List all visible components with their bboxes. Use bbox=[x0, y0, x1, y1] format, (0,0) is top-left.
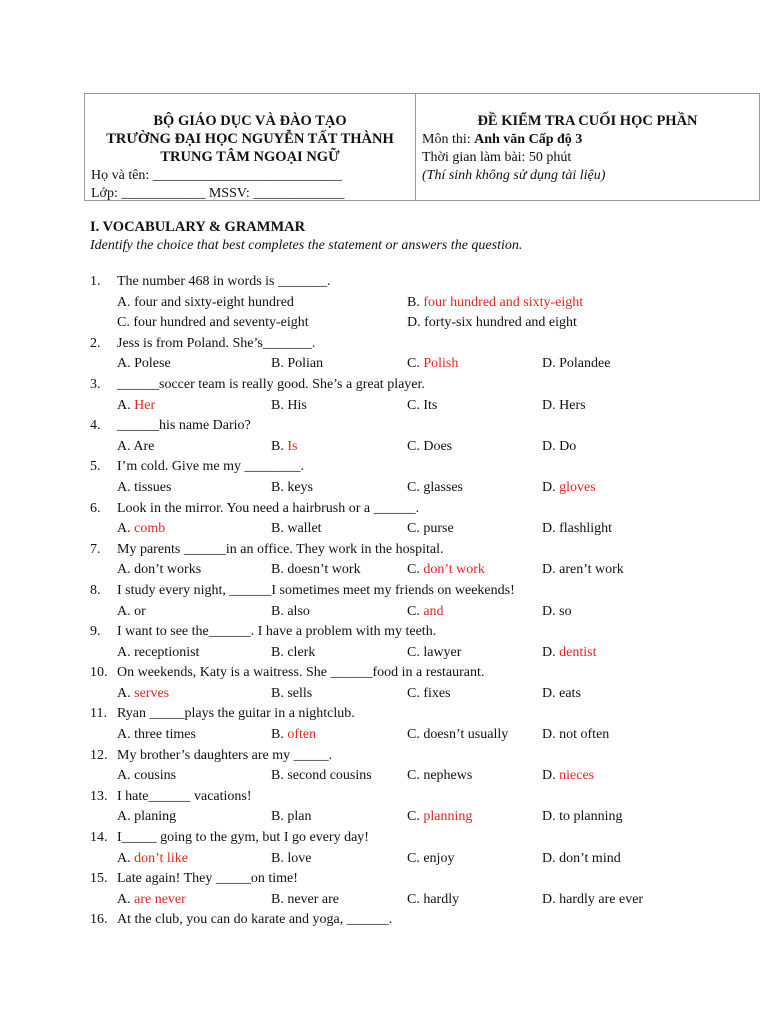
option-b bbox=[271, 519, 322, 540]
question-item bbox=[90, 622, 760, 663]
option-key: D. bbox=[542, 644, 560, 660]
option-text: receptionist bbox=[134, 644, 200, 660]
subject-value: Anh văn Cấp độ 3 bbox=[474, 132, 583, 147]
option-text: glasses bbox=[423, 479, 464, 495]
options-row bbox=[90, 643, 760, 664]
option-text: four hundred and seventy-eight bbox=[133, 315, 309, 331]
question-item bbox=[90, 787, 760, 828]
options-row bbox=[90, 293, 760, 314]
option-c bbox=[407, 396, 437, 417]
option-a bbox=[117, 437, 154, 458]
option-text: nephews bbox=[423, 768, 473, 784]
option-d bbox=[542, 766, 594, 787]
question-text: I study every night, ______I sometimes meet my friends on weekends! bbox=[117, 582, 515, 598]
option-key: C. bbox=[407, 850, 424, 866]
question-stem bbox=[90, 828, 760, 849]
option-b bbox=[271, 890, 339, 911]
question-stem bbox=[90, 910, 760, 931]
question-item bbox=[90, 828, 760, 869]
question-stem bbox=[90, 869, 760, 890]
option-b bbox=[407, 293, 583, 314]
option-key: B. bbox=[407, 294, 424, 310]
option-a bbox=[117, 354, 171, 375]
option-c bbox=[407, 519, 454, 540]
question-number: 1. bbox=[90, 274, 101, 289]
correct-answer-text: are never bbox=[134, 891, 186, 907]
option-d bbox=[542, 602, 572, 623]
option-key: D. bbox=[542, 850, 560, 866]
option-key: B. bbox=[271, 644, 288, 660]
correct-answer-text: comb bbox=[134, 521, 166, 537]
question-number: 9. bbox=[90, 624, 101, 640]
options-row bbox=[90, 354, 760, 375]
option-key: A. bbox=[117, 603, 135, 619]
option-text: so bbox=[559, 603, 572, 619]
option-text: four and sixty-eight hundred bbox=[134, 294, 294, 310]
option-c bbox=[407, 478, 463, 499]
question-stem bbox=[90, 457, 760, 478]
question-item bbox=[90, 457, 760, 498]
class-id-field: Lớp: ____________ MSSV: _____________ bbox=[91, 186, 345, 201]
option-b bbox=[271, 643, 315, 664]
option-text: don’t works bbox=[134, 562, 202, 578]
option-key: C. bbox=[117, 315, 134, 331]
correct-answer-text: often bbox=[287, 727, 317, 743]
option-b bbox=[271, 807, 311, 828]
option-d bbox=[542, 396, 586, 417]
ministry-name: BỘ GIÁO DỤC VÀ ĐÀO TẠO bbox=[153, 113, 347, 129]
question-stem bbox=[90, 375, 760, 396]
option-text: Does bbox=[423, 438, 453, 454]
option-a bbox=[117, 519, 165, 540]
option-c bbox=[407, 354, 458, 375]
option-text: Polandee bbox=[559, 356, 611, 372]
option-text: wallet bbox=[287, 521, 322, 537]
options-row bbox=[90, 725, 760, 746]
question-number: 10. bbox=[90, 665, 108, 681]
option-a bbox=[117, 478, 171, 499]
question-item bbox=[90, 540, 760, 581]
question-text: I’m cold. Give me my ________. bbox=[117, 459, 305, 475]
option-key: D. bbox=[542, 727, 560, 743]
option-key: A. bbox=[117, 809, 135, 825]
option-key: A. bbox=[117, 479, 135, 495]
option-text: Hers bbox=[559, 397, 586, 413]
option-c bbox=[407, 437, 452, 458]
options-row bbox=[90, 890, 760, 911]
option-key: C. bbox=[407, 809, 424, 825]
question-text: At the club, you can do karate and yoga, ______. bbox=[117, 912, 393, 928]
exam-note: (Thí sinh không sử dụng tài liệu) bbox=[422, 168, 606, 183]
option-key: B. bbox=[271, 356, 288, 372]
option-a bbox=[117, 602, 146, 623]
question-stem bbox=[90, 416, 760, 437]
question-number: 13. bbox=[90, 788, 108, 804]
option-key: B. bbox=[271, 438, 288, 454]
question-number: 3. bbox=[90, 376, 101, 392]
question-stem bbox=[90, 704, 760, 725]
option-text: forty-six hundred and eight bbox=[424, 315, 577, 331]
option-text: three times bbox=[134, 727, 196, 743]
option-key: C. bbox=[407, 562, 424, 578]
option-text: keys bbox=[287, 479, 314, 495]
question-stem bbox=[90, 663, 760, 684]
option-text: planing bbox=[134, 809, 177, 825]
question-number: 6. bbox=[90, 500, 101, 516]
option-d bbox=[542, 354, 610, 375]
option-key: C. bbox=[407, 397, 424, 413]
question-list bbox=[90, 272, 760, 931]
question-item bbox=[90, 334, 760, 375]
option-c bbox=[407, 766, 472, 787]
option-d bbox=[542, 849, 621, 870]
option-key: A. bbox=[117, 850, 135, 866]
option-text: His bbox=[287, 397, 307, 413]
option-text: doesn’t work bbox=[287, 562, 361, 578]
option-a bbox=[117, 849, 188, 870]
student-name-field: Họ và tên: ___________________________ bbox=[91, 168, 342, 183]
question-item bbox=[90, 272, 760, 334]
option-key: D. bbox=[542, 438, 560, 454]
option-key: A. bbox=[117, 891, 135, 907]
option-text: never are bbox=[287, 891, 340, 907]
option-text: flashlight bbox=[559, 521, 613, 537]
option-text: Are bbox=[133, 438, 155, 454]
section-instruction: Identify the choice that best completes the statement or answers the question. bbox=[90, 238, 523, 253]
correct-answer-text: Polish bbox=[423, 356, 459, 372]
exam-info-block bbox=[416, 94, 759, 200]
option-key: B. bbox=[271, 891, 288, 907]
option-key: A. bbox=[117, 294, 135, 310]
option-text: lawyer bbox=[423, 644, 462, 660]
options-row bbox=[90, 396, 760, 417]
option-text: doesn’t usually bbox=[423, 727, 509, 743]
question-item bbox=[90, 581, 760, 622]
correct-answer-text: don’t work bbox=[423, 562, 485, 578]
option-key: D. bbox=[542, 891, 560, 907]
option-key: B. bbox=[271, 562, 288, 578]
question-number: 8. bbox=[90, 582, 101, 598]
option-d bbox=[542, 890, 643, 911]
option-d bbox=[542, 560, 624, 581]
option-c bbox=[407, 602, 444, 623]
option-d bbox=[407, 313, 577, 334]
option-key: A. bbox=[117, 438, 134, 454]
question-stem bbox=[90, 622, 760, 643]
option-d bbox=[542, 437, 576, 458]
correct-answer-text: don’t like bbox=[134, 850, 188, 866]
option-key: A. bbox=[117, 685, 135, 701]
option-d bbox=[542, 643, 596, 664]
option-key: C. bbox=[407, 479, 424, 495]
option-c bbox=[407, 890, 459, 911]
option-a bbox=[117, 725, 196, 746]
exam-title: ĐỀ KIỂM TRA CUỐI HỌC PHẦN bbox=[477, 113, 698, 129]
option-key: D. bbox=[542, 603, 560, 619]
option-key: D. bbox=[542, 562, 560, 578]
question-text: ______his name Dario? bbox=[117, 418, 251, 434]
question-item bbox=[90, 869, 760, 910]
question-text: I hate______ vacations! bbox=[117, 788, 252, 804]
correct-answer-text: and bbox=[423, 603, 444, 619]
option-key: A. bbox=[117, 356, 135, 372]
options-row bbox=[90, 849, 760, 870]
option-key: D. bbox=[542, 356, 560, 372]
question-stem bbox=[90, 787, 760, 808]
subject-label: Môn thi: bbox=[422, 132, 475, 147]
option-key: C. bbox=[407, 603, 424, 619]
option-text: Do bbox=[559, 438, 577, 454]
correct-answer-text: Is bbox=[287, 438, 298, 454]
correct-answer-text: Her bbox=[134, 397, 156, 413]
option-b bbox=[271, 478, 313, 499]
correct-answer-text: four hundred and sixty-eight bbox=[423, 294, 584, 310]
option-text: Polian bbox=[287, 356, 324, 372]
option-c bbox=[407, 849, 454, 870]
option-text: purse bbox=[423, 521, 454, 537]
option-text: hardly bbox=[423, 891, 460, 907]
question-item bbox=[90, 704, 760, 745]
option-d bbox=[542, 519, 612, 540]
option-text: love bbox=[287, 850, 312, 866]
question-item bbox=[90, 663, 760, 704]
question-stem bbox=[90, 581, 760, 602]
question-item bbox=[90, 375, 760, 416]
option-key: D. bbox=[542, 479, 560, 495]
option-key: B. bbox=[271, 768, 288, 784]
option-text: to planning bbox=[559, 809, 623, 825]
option-key: B. bbox=[271, 521, 288, 537]
center-name: TRUNG TÂM NGOẠI NGỮ bbox=[160, 149, 340, 165]
question-number: 11. bbox=[90, 706, 107, 722]
option-key: A. bbox=[117, 562, 135, 578]
option-text: plan bbox=[287, 809, 312, 825]
option-c bbox=[407, 560, 485, 581]
option-b bbox=[271, 766, 372, 787]
option-key: C. bbox=[407, 685, 424, 701]
option-a bbox=[117, 766, 176, 787]
option-key: D. bbox=[542, 521, 560, 537]
question-text: The number 468 in words is _______. bbox=[117, 274, 331, 289]
option-a bbox=[117, 807, 176, 828]
option-key: C. bbox=[407, 438, 424, 454]
option-key: C. bbox=[407, 356, 424, 372]
institution-block bbox=[85, 94, 416, 200]
option-text: not often bbox=[559, 727, 610, 743]
question-item bbox=[90, 910, 760, 931]
option-b bbox=[271, 396, 307, 417]
options-row bbox=[90, 519, 760, 540]
question-number: 15. bbox=[90, 871, 108, 887]
exam-duration: Thời gian làm bài: 50 phút bbox=[422, 150, 572, 165]
option-c bbox=[407, 807, 472, 828]
option-key: D. bbox=[542, 809, 560, 825]
exam-header bbox=[84, 93, 760, 201]
option-d bbox=[542, 684, 581, 705]
option-a bbox=[117, 293, 294, 314]
question-stem bbox=[90, 746, 760, 767]
option-key: A. bbox=[117, 727, 135, 743]
option-key: B. bbox=[271, 850, 288, 866]
correct-answer-text: nieces bbox=[559, 768, 595, 784]
question-item bbox=[90, 416, 760, 457]
option-key: A. bbox=[117, 768, 135, 784]
question-number: 4. bbox=[90, 418, 101, 434]
option-c bbox=[407, 725, 508, 746]
question-number: 5. bbox=[90, 459, 101, 475]
option-b bbox=[271, 684, 312, 705]
option-key: B. bbox=[271, 685, 288, 701]
option-b bbox=[271, 560, 361, 581]
option-text: tissues bbox=[134, 479, 172, 495]
option-text: hardly are ever bbox=[559, 891, 644, 907]
options-row bbox=[90, 766, 760, 787]
university-name: TRƯỜNG ĐẠI HỌC NGUYỄN TẤT THÀNH bbox=[106, 131, 394, 147]
question-number: 2. bbox=[90, 335, 101, 351]
question-stem bbox=[90, 499, 760, 520]
question-stem bbox=[90, 334, 760, 355]
option-key: A. bbox=[117, 397, 135, 413]
option-text: eats bbox=[559, 685, 581, 701]
option-key: A. bbox=[117, 644, 135, 660]
option-key: D. bbox=[542, 397, 560, 413]
option-key: C. bbox=[407, 891, 424, 907]
option-key: B. bbox=[271, 809, 288, 825]
option-key: C. bbox=[407, 644, 424, 660]
question-text: I want to see the______. I have a problem with my teeth. bbox=[117, 624, 437, 640]
option-text: fixes bbox=[423, 685, 451, 701]
option-text: sells bbox=[287, 685, 313, 701]
question-text: Ryan _____plays the guitar in a nightclub. bbox=[117, 706, 355, 722]
option-text: enjoy bbox=[423, 850, 455, 866]
option-key: B. bbox=[271, 397, 288, 413]
option-c bbox=[407, 684, 451, 705]
option-key: B. bbox=[271, 479, 288, 495]
question-number: 16. bbox=[90, 912, 108, 928]
options-row bbox=[90, 560, 760, 581]
option-a bbox=[117, 396, 155, 417]
question-text: Jess is from Poland. She’s_______. bbox=[117, 335, 316, 351]
option-text: or bbox=[134, 603, 146, 619]
option-text: also bbox=[287, 603, 310, 619]
correct-answer-text: planning bbox=[423, 809, 473, 825]
option-d bbox=[542, 478, 596, 499]
question-text: My parents ______in an office. They work in the hospital. bbox=[117, 541, 444, 557]
option-text: cousins bbox=[134, 768, 177, 784]
options-row bbox=[90, 807, 760, 828]
question-item bbox=[90, 746, 760, 787]
option-b bbox=[271, 849, 311, 870]
question-text: My brother’s daughters are my _____. bbox=[117, 747, 333, 763]
question-stem bbox=[90, 272, 760, 293]
option-key: D. bbox=[542, 768, 560, 784]
option-c bbox=[117, 313, 309, 334]
correct-answer-text: dentist bbox=[559, 644, 597, 660]
option-text: don’t mind bbox=[559, 850, 621, 866]
option-b bbox=[271, 602, 310, 623]
option-d bbox=[542, 807, 623, 828]
option-a bbox=[117, 890, 186, 911]
question-item bbox=[90, 499, 760, 540]
option-a bbox=[117, 643, 199, 664]
option-key: B. bbox=[271, 603, 288, 619]
question-text: Look in the mirror. You need a hairbrush or a ______. bbox=[117, 500, 420, 516]
option-text: Its bbox=[423, 397, 438, 413]
option-b bbox=[271, 725, 316, 746]
option-key: D. bbox=[407, 315, 425, 331]
options-row bbox=[90, 684, 760, 705]
question-number: 12. bbox=[90, 747, 108, 763]
option-c bbox=[407, 643, 461, 664]
option-text: second cousins bbox=[287, 768, 372, 784]
option-key: C. bbox=[407, 727, 424, 743]
correct-answer-text: gloves bbox=[559, 479, 596, 495]
option-text: Polese bbox=[134, 356, 171, 372]
option-key: D. bbox=[542, 685, 560, 701]
question-text: Late again! They _____on time! bbox=[117, 871, 298, 887]
option-key: A. bbox=[117, 521, 135, 537]
option-a bbox=[117, 684, 169, 705]
question-number: 7. bbox=[90, 541, 101, 557]
option-b bbox=[271, 437, 297, 458]
question-text: I_____ going to the gym, but I go every day! bbox=[117, 830, 369, 846]
options-row bbox=[90, 602, 760, 623]
question-text: ______soccer team is really good. She’s a great player. bbox=[117, 376, 425, 392]
option-text: aren’t work bbox=[559, 562, 624, 578]
options-row bbox=[90, 437, 760, 458]
option-key: C. bbox=[407, 521, 424, 537]
option-b bbox=[271, 354, 323, 375]
correct-answer-text: serves bbox=[134, 685, 170, 701]
options-row bbox=[90, 313, 760, 334]
question-number: 14. bbox=[90, 830, 108, 846]
option-d bbox=[542, 725, 609, 746]
question-text: On weekends, Katy is a waitress. She ______food in a restaurant. bbox=[117, 665, 485, 681]
option-key: C. bbox=[407, 768, 424, 784]
section-title: I. VOCABULARY & GRAMMAR bbox=[90, 219, 306, 235]
options-row bbox=[90, 478, 760, 499]
option-a bbox=[117, 560, 201, 581]
question-stem bbox=[90, 540, 760, 561]
option-text: clerk bbox=[287, 644, 316, 660]
subject-line bbox=[422, 131, 582, 148]
option-key: B. bbox=[271, 727, 288, 743]
